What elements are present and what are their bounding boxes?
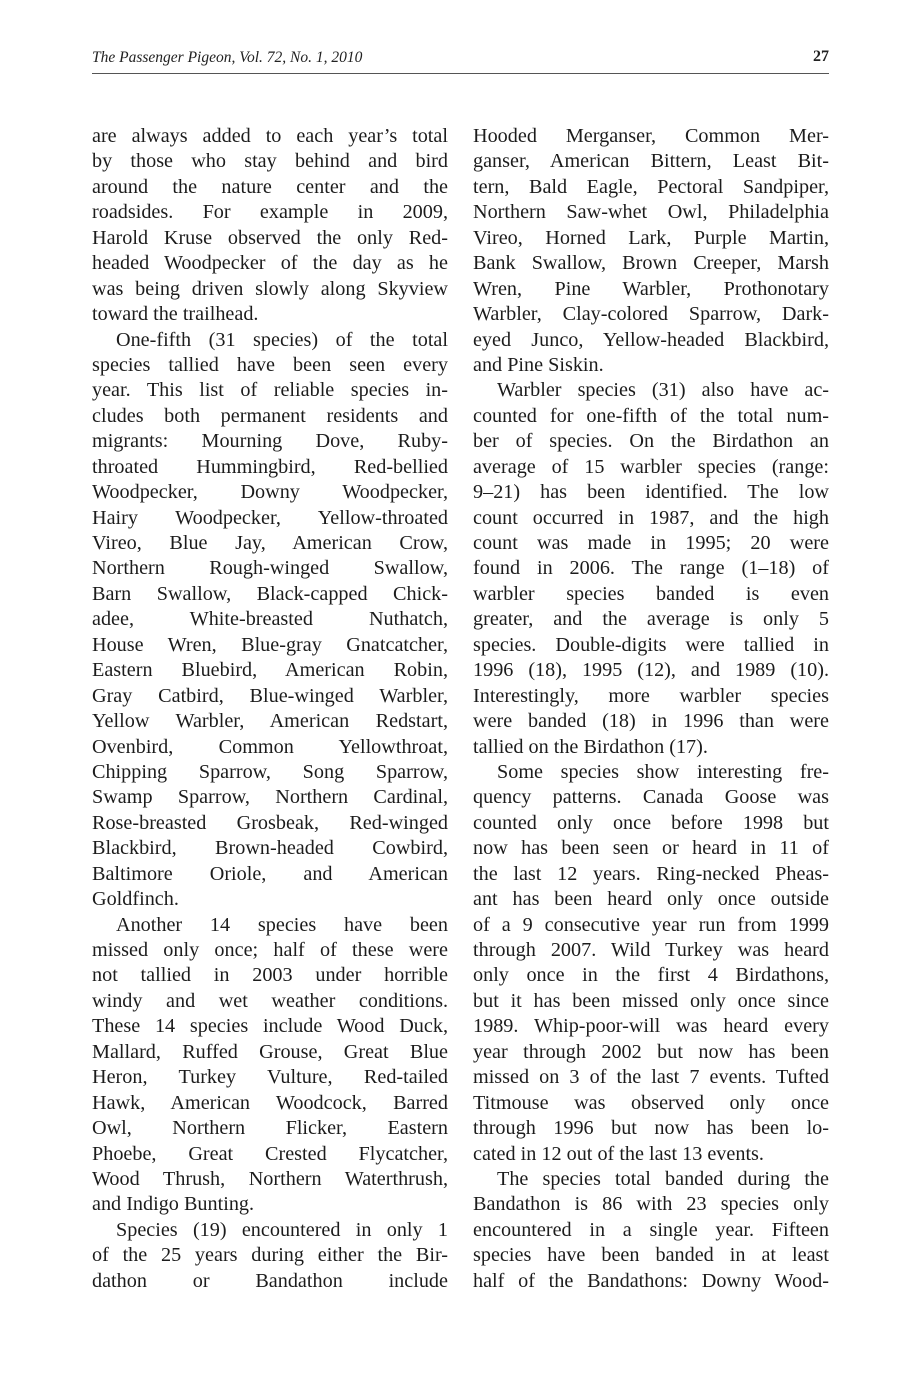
text-line: These 14 species include Wood Duck, [92, 1015, 448, 1038]
journal-title: The Passenger Pigeon, Vol. 72, No. 1, 2010 [92, 49, 363, 66]
text-line: through 1996 but now has been lo- [473, 1117, 829, 1140]
text-line: missed only once; half of these were [92, 939, 448, 961]
page-number: 27 [813, 48, 829, 65]
text-line: Species (19) encountered in only 1 [116, 1218, 448, 1241]
text-line: Northern Saw-whet Owl, Philadelphia [473, 201, 829, 224]
text-line: year. This list of reliable species in- [92, 379, 448, 402]
text-line: windy and wet weather conditions. [92, 989, 448, 1012]
text-line: species. Double-digits were tallied in [473, 633, 829, 656]
text-line: Chipping Sparrow, Song Sparrow, [92, 760, 448, 783]
text-line: average of 15 warbler species (range: [473, 455, 829, 478]
text-line: migrants: Mourning Dove, Ruby- [92, 430, 448, 453]
text-line: around the nature center and the [92, 175, 448, 198]
text-line: Rose-breasted Grosbeak, Red-winged [92, 811, 448, 834]
text-line: ant has been heard only once outside [473, 888, 829, 911]
right-column [473, 124, 829, 1294]
text-line: House Wren, Blue-gray Gnatcatcher, [92, 633, 448, 656]
text-line: Another 14 species have been [116, 913, 448, 936]
text-line: 9–21) has been identified. The low [473, 481, 829, 504]
text-line: found in 2006. The range (1–18) of [473, 557, 829, 580]
text-line: tern, Bald Eagle, Pectoral Sandpiper, [473, 175, 829, 198]
text-line: counted only once before 1998 but [473, 811, 829, 834]
text-line: but it has been missed only once since [473, 989, 829, 1012]
text-line: Yellow Warbler, American Redstart, [92, 710, 448, 733]
text-line: Owl, Northern Flicker, Eastern [92, 1117, 448, 1140]
text-line: cated in 12 out of the last 13 events. [473, 1142, 764, 1165]
text-line: was being driven slowly along Skyview [92, 277, 448, 300]
running-head [92, 47, 829, 71]
text-line: Ovenbird, Common Yellowthroat, [92, 735, 448, 758]
text-line: Wood Thrush, Northern Waterthrush, [92, 1167, 448, 1190]
text-line: Vireo, Blue Jay, American Crow, [92, 532, 448, 554]
text-line: Hooded Merganser, Common Mer- [473, 125, 829, 147]
text-line: Blackbird, Brown-headed Cowbird, [92, 837, 448, 860]
left-column [92, 124, 448, 1294]
text-line: counted for one-fifth of the total num- [473, 404, 829, 427]
text-line: eyed Junco, Yellow-headed Blackbird, [473, 328, 829, 351]
text-line: Mallard, Ruffed Grouse, Great Blue [92, 1040, 448, 1063]
text-line: Bank Swallow, Brown Creeper, Marsh [473, 252, 829, 275]
text-line: half of the Bandathons: Downy Wood- [473, 1269, 829, 1292]
text-line: Gray Catbird, Blue-winged Warbler, [92, 684, 448, 707]
text-line: year through 2002 but now has been [473, 1040, 829, 1063]
text-line: greater, and the average is only 5 [473, 608, 829, 631]
text-line: roadsides. For example in 2009, [92, 201, 448, 224]
text-line: Baltimore Oriole, and American [92, 862, 448, 885]
text-line: cludes both permanent residents and [92, 404, 448, 427]
text-line: of the 25 years during either the Bir- [92, 1244, 448, 1267]
text-line: Woodpecker, Downy Woodpecker, [92, 481, 448, 504]
text-line: Barn Swallow, Black-capped Chick- [92, 582, 448, 605]
text-line: Eastern Bluebird, American Robin, [92, 659, 448, 682]
text-line: Titmouse was observed only once [473, 1091, 829, 1114]
text-line: species have been banded in at least [473, 1244, 829, 1267]
text-line: toward the trailhead. [92, 303, 259, 326]
text-line: ganser, American Bittern, Least Bit- [473, 150, 829, 173]
text-line: by those who stay behind and bird [92, 150, 448, 173]
text-line: were banded (18) in 1996 than were [473, 710, 829, 733]
text-line: Heron, Turkey Vulture, Red-tailed [92, 1066, 448, 1089]
text-line: only once in the first 4 Birdathons, [473, 964, 829, 987]
text-line: adee, White-breasted Nuthatch, [92, 608, 448, 631]
text-line: 1989. Whip-poor-will was heard every [473, 1015, 829, 1038]
text-line: now has been seen or heard in 11 of [473, 837, 829, 860]
text-line: One-fifth (31 species) of the total [116, 328, 448, 351]
text-line: Phoebe, Great Crested Flycatcher, [92, 1142, 448, 1165]
text-line: through 2007. Wild Turkey was heard [473, 939, 829, 961]
text-line: species tallied have been seen every [92, 353, 448, 376]
text-line: Swamp Sparrow, Northern Cardinal, [92, 786, 448, 809]
text-line: Goldfinch. [92, 888, 179, 911]
text-line: count occurred in 1987, and the high [473, 506, 829, 529]
text-line: and Pine Siskin. [473, 353, 604, 376]
text-line: warbler species banded is even [473, 582, 829, 605]
text-line: Wren, Pine Warbler, Prothonotary [473, 277, 829, 300]
text-line: are always added to each year’s total [92, 125, 448, 147]
text-line: tallied on the Birdathon (17). [473, 735, 708, 758]
text-line: Some species show interesting fre- [497, 760, 829, 783]
text-line: Bandathon is 86 with 23 species only [473, 1193, 829, 1216]
text-line: count was made in 1995; 20 were [473, 532, 829, 554]
text-line: Hawk, American Woodcock, Barred [92, 1091, 448, 1114]
text-line: quency patterns. Canada Goose was [473, 786, 829, 809]
text-line: dathon or Bandathon include [92, 1269, 448, 1292]
text-line: Vireo, Horned Lark, Purple Martin, [473, 226, 829, 249]
text-line: of a 9 consecutive year run from 1999 [473, 913, 829, 936]
header-rule [92, 73, 829, 74]
text-line: 1996 (18), 1995 (12), and 1989 (10). [473, 659, 829, 682]
text-line: not tallied in 2003 under horrible [92, 964, 448, 987]
text-line: The species total banded during the [497, 1167, 829, 1190]
text-line: encountered in a single year. Fifteen [473, 1218, 829, 1241]
text-line: Warbler, Clay-colored Sparrow, Dark- [473, 303, 829, 326]
text-line: ber of species. On the Birdathon an [473, 430, 829, 453]
text-line: the last 12 years. Ring-necked Pheas- [473, 862, 829, 885]
text-line: Hairy Woodpecker, Yellow-throated [92, 506, 448, 529]
text-line: Harold Kruse observed the only Red- [92, 226, 448, 249]
text-line: Northern Rough-winged Swallow, [92, 557, 448, 580]
text-line: and Indigo Bunting. [92, 1193, 255, 1216]
text-line: missed on 3 of the last 7 events. Tufted [473, 1066, 829, 1089]
text-line: headed Woodpecker of the day as he [92, 252, 448, 275]
text-line: Interestingly, more warbler species [473, 684, 829, 707]
text-line: throated Hummingbird, Red-bellied [92, 455, 448, 478]
text-line: Warbler species (31) also have ac- [497, 379, 829, 402]
